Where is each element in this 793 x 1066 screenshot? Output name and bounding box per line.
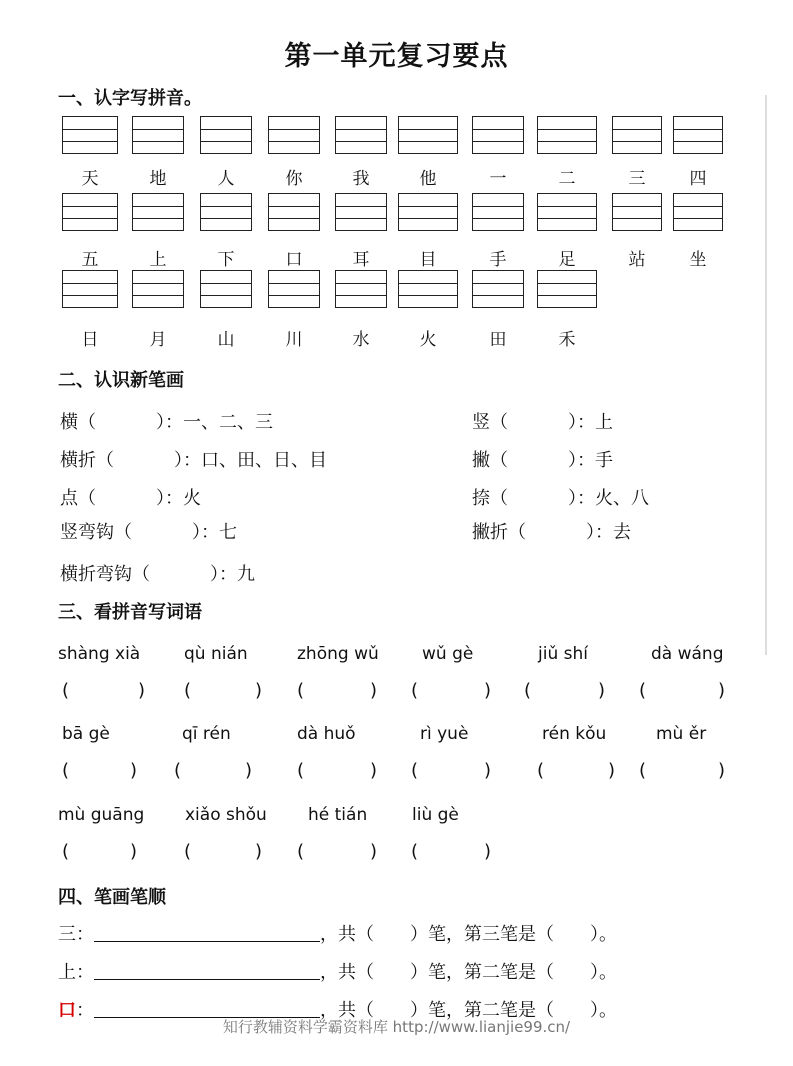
answer-paren-open: (: [184, 841, 192, 862]
hanzi-char: 二: [558, 169, 576, 189]
answer-paren-close: ): [718, 760, 726, 781]
hanzi-char: 水: [352, 330, 370, 350]
answer-field[interactable]: [194, 680, 251, 702]
pinyin-box[interactable]: [398, 193, 458, 231]
hanzi-char: 天: [81, 169, 99, 189]
page-edge-shadow: [765, 95, 767, 655]
colon: ：: [76, 924, 94, 945]
watermark: 知行教辅资料学霸资料库 http://www.lianjie99.cn/: [222, 1018, 571, 1036]
hanzi-char: 月: [149, 330, 167, 350]
pinyin-box[interactable]: [335, 116, 387, 154]
stroke-nth-prompt: 第二笔是（ ）。: [464, 1000, 617, 1021]
hanzi-char: 你: [285, 169, 303, 189]
stroke-item: [472, 446, 613, 472]
answer-field[interactable]: [194, 841, 251, 863]
answer-paren-close: ): [370, 841, 378, 862]
answer-paren-open: (: [639, 760, 647, 781]
hanzi-char: 山: [217, 330, 235, 350]
hanzi-char: 下: [217, 250, 235, 270]
pinyin-box[interactable]: [537, 193, 597, 231]
pinyin-box[interactable]: [335, 270, 387, 308]
answer-paren-close: ): [255, 841, 263, 862]
pinyin-box[interactable]: [62, 116, 118, 154]
stroke-examples: 上: [595, 412, 613, 433]
pinyin-word: zhōng wǔ: [297, 644, 379, 664]
answer-field[interactable]: [421, 841, 480, 863]
stroke-item: [472, 484, 649, 510]
answer-paren-close: ): [245, 760, 253, 781]
stroke-item: [60, 408, 273, 434]
stroke-order-blank[interactable]: [94, 997, 320, 1018]
hanzi-char: 一: [489, 169, 507, 189]
answer-paren-open: (: [297, 841, 305, 862]
section4-heading: 四、笔画笔顺: [58, 887, 166, 908]
answer-paren-close: ): [370, 760, 378, 781]
pinyin-box[interactable]: [335, 193, 387, 231]
answer-paren-open: (: [62, 760, 70, 781]
stroke-examples: 火: [183, 488, 201, 509]
answer-paren-close: ): [608, 760, 616, 781]
stroke-close: ）：: [210, 564, 237, 585]
hanzi-char: 田: [489, 330, 507, 350]
answer-field[interactable]: [534, 680, 594, 702]
pinyin-word: hé tián: [308, 805, 368, 825]
stroke-examples: 口、田、日、目: [201, 450, 327, 471]
stroke-name: 撇（: [472, 450, 508, 471]
stroke-order-blank[interactable]: [94, 959, 320, 980]
pinyin-word: wǔ gè: [422, 644, 474, 664]
answer-field[interactable]: [421, 680, 480, 702]
stroke-count-prompt: ，共（ ）笔，: [320, 1000, 464, 1021]
hanzi-char: 三: [628, 169, 646, 189]
answer-paren-open: (: [174, 760, 182, 781]
pinyin-box[interactable]: [268, 116, 320, 154]
pinyin-box[interactable]: [62, 270, 118, 308]
stroke-close: ）：: [156, 488, 183, 509]
answer-field[interactable]: [547, 760, 604, 782]
answer-paren-open: (: [537, 760, 545, 781]
answer-field[interactable]: [649, 680, 714, 702]
pinyin-word: rén kǒu: [542, 724, 607, 744]
answer-paren-open: (: [411, 841, 419, 862]
stroke-name: 捺（: [472, 488, 508, 509]
answer-field[interactable]: [307, 680, 366, 702]
target-char: 口: [58, 1000, 76, 1021]
pinyin-box[interactable]: [132, 116, 184, 154]
answer-paren-close: ): [370, 680, 378, 701]
hanzi-char: 他: [419, 169, 437, 189]
answer-field[interactable]: [307, 841, 366, 863]
pinyin-word: qī rén: [182, 724, 231, 744]
stroke-examples: 七: [219, 522, 237, 543]
answer-paren-open: (: [184, 680, 192, 701]
stroke-name: 竖弯钩（: [60, 522, 132, 543]
pinyin-word: dà huǒ: [297, 724, 356, 744]
stroke-close: ）：: [156, 412, 183, 433]
hanzi-char: 足: [558, 250, 576, 270]
stroke-close: ）：: [586, 522, 613, 543]
pinyin-box[interactable]: [132, 193, 184, 231]
pinyin-box[interactable]: [673, 116, 723, 154]
stroke-order-blank[interactable]: [94, 921, 320, 942]
answer-paren-close: ): [138, 680, 146, 701]
pinyin-box[interactable]: [472, 193, 524, 231]
stroke-item: [60, 446, 327, 472]
pinyin-word: bā gè: [62, 724, 110, 744]
answer-paren-close: ): [484, 760, 492, 781]
stroke-name: 竖（: [472, 412, 508, 433]
stroke-name: 撇折（: [472, 522, 526, 543]
stroke-nth-prompt: 第三笔是（ ）。: [464, 924, 617, 945]
answer-paren-open: (: [639, 680, 647, 701]
hanzi-char: 川: [285, 330, 303, 350]
hanzi-char: 我: [352, 169, 370, 189]
stroke-name: 点（: [60, 488, 96, 509]
pinyin-box[interactable]: [537, 116, 597, 154]
stroke-name: 横（: [60, 412, 96, 433]
pinyin-box[interactable]: [612, 193, 662, 231]
pinyin-box[interactable]: [268, 193, 320, 231]
pinyin-word: liù gè: [412, 805, 459, 825]
stroke-order-item: [58, 920, 617, 946]
section2-heading: 二、认识新笔画: [58, 370, 184, 391]
stroke-name: 横折弯钩（: [60, 564, 150, 585]
hanzi-char: 目: [419, 250, 437, 270]
stroke-item: [60, 484, 201, 510]
page-title: 第一单元复习要点: [284, 41, 509, 72]
stroke-close: ）：: [568, 488, 595, 509]
hanzi-char: 四: [689, 169, 707, 189]
answer-field[interactable]: [307, 760, 366, 782]
pinyin-box[interactable]: [472, 270, 524, 308]
pinyin-box[interactable]: [398, 270, 458, 308]
answer-field[interactable]: [421, 760, 480, 782]
hanzi-char: 日: [81, 330, 99, 350]
stroke-count-prompt: ，共（ ）笔，: [320, 962, 464, 983]
pinyin-box[interactable]: [537, 270, 597, 308]
pinyin-box[interactable]: [200, 270, 252, 308]
hanzi-char: 五: [81, 250, 99, 270]
answer-paren-open: (: [297, 680, 305, 701]
stroke-item: [472, 518, 631, 544]
answer-paren-open: (: [62, 680, 70, 701]
stroke-count-prompt: ，共（ ）笔，: [320, 924, 464, 945]
answer-paren-close: ): [718, 680, 726, 701]
stroke-examples: 去: [613, 522, 631, 543]
answer-paren-close: ): [598, 680, 606, 701]
answer-field[interactable]: [649, 760, 714, 782]
hanzi-char: 上: [149, 250, 167, 270]
pinyin-box[interactable]: [200, 193, 252, 231]
pinyin-word: qù nián: [184, 644, 248, 664]
pinyin-word: shàng xià: [58, 644, 141, 664]
answer-field[interactable]: [72, 760, 126, 782]
hanzi-char: 口: [285, 250, 303, 270]
stroke-close: ）：: [192, 522, 219, 543]
stroke-examples: 手: [595, 450, 613, 471]
hanzi-char: 站: [628, 250, 646, 270]
target-char: 三: [58, 924, 76, 945]
stroke-item: [60, 518, 237, 544]
stroke-item: [60, 560, 255, 586]
hanzi-char: 火: [419, 330, 437, 350]
answer-paren-open: (: [411, 760, 419, 781]
hanzi-char: 耳: [352, 250, 370, 270]
pinyin-word: mù guāng: [58, 805, 145, 825]
answer-field[interactable]: [72, 841, 126, 863]
colon: ：: [76, 1000, 94, 1021]
answer-paren-close: ): [130, 841, 138, 862]
answer-paren-open: (: [297, 760, 305, 781]
answer-paren-open: (: [524, 680, 532, 701]
answer-paren-close: ): [255, 680, 263, 701]
pinyin-word: jiǔ shí: [538, 644, 588, 664]
stroke-close: ）：: [568, 450, 595, 471]
answer-paren-close: ): [484, 841, 492, 862]
hanzi-char: 地: [149, 169, 167, 189]
answer-paren-open: (: [62, 841, 70, 862]
hanzi-char: 禾: [558, 330, 576, 350]
section3-heading: 三、看拼音写词语: [58, 602, 202, 623]
hanzi-char: 手: [489, 250, 507, 270]
answer-field[interactable]: [184, 760, 241, 782]
pinyin-box[interactable]: [673, 193, 723, 231]
pinyin-word: xiǎo shǒu: [185, 805, 267, 825]
pinyin-word: dà wáng: [651, 644, 724, 664]
answer-paren-open: (: [411, 680, 419, 701]
stroke-close: ）：: [568, 412, 595, 433]
pinyin-box[interactable]: [268, 270, 320, 308]
section1-heading: 一、认字写拼音。: [58, 88, 202, 109]
target-char: 上: [58, 962, 76, 983]
stroke-nth-prompt: 第二笔是（ ）。: [464, 962, 617, 983]
answer-paren-close: ): [130, 760, 138, 781]
stroke-item: [472, 408, 613, 434]
stroke-examples: 火、八: [595, 488, 649, 509]
answer-paren-close: ): [484, 680, 492, 701]
pinyin-word: mù ěr: [656, 724, 707, 744]
hanzi-char: 坐: [689, 250, 707, 270]
pinyin-box[interactable]: [132, 270, 184, 308]
pinyin-box[interactable]: [62, 193, 118, 231]
colon: ：: [76, 962, 94, 983]
stroke-order-item: [58, 958, 617, 984]
pinyin-box[interactable]: [612, 116, 662, 154]
pinyin-box[interactable]: [472, 116, 524, 154]
hanzi-char: 人: [217, 169, 235, 189]
answer-field[interactable]: [72, 680, 134, 702]
stroke-examples: 一、二、三: [183, 412, 273, 433]
pinyin-word: rì yuè: [420, 724, 469, 744]
stroke-close: ）：: [174, 450, 201, 471]
pinyin-box[interactable]: [398, 116, 458, 154]
stroke-name: 横折（: [60, 450, 114, 471]
pinyin-box[interactable]: [200, 116, 252, 154]
stroke-examples: 九: [237, 564, 255, 585]
